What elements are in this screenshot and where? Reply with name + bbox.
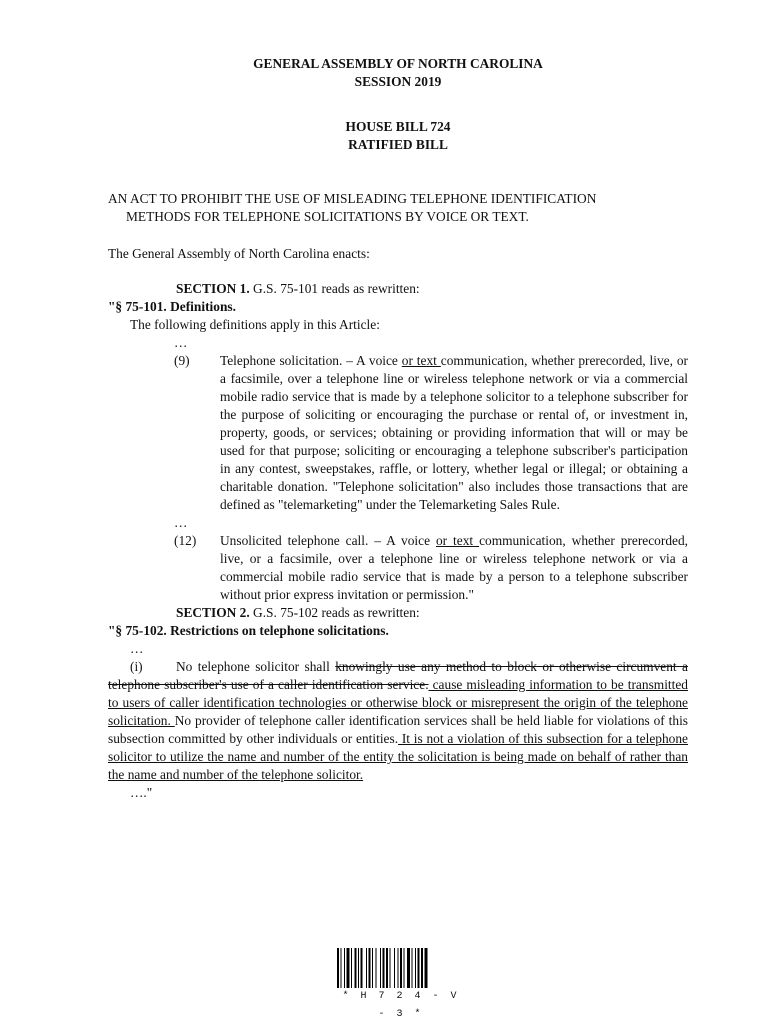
barcode-bar	[412, 948, 413, 988]
section1-label: SECTION 1.	[176, 281, 250, 296]
closing-ellipsis: …."	[130, 785, 153, 800]
item-number: (i)	[130, 659, 143, 674]
section2-text: G.S. 75-102 reads as rewritten:	[253, 605, 420, 620]
ellipsis: …	[174, 515, 188, 530]
ellipsis: …	[174, 335, 188, 350]
item-number: (9)	[174, 353, 190, 368]
inserted-text: cause misleading information to be transmitted to users of caller identification technologies or otherwise block or misrepresent the origin of the telephone solicitation.	[108, 677, 688, 728]
barcode-bar	[421, 948, 423, 988]
barcode-label: * H 7 2 4 - V - 3 *	[336, 988, 466, 1024]
barcode-bar	[400, 948, 402, 988]
barcode-bar	[344, 948, 345, 988]
barcode-bar	[398, 948, 399, 988]
bill-status: RATIFIED BILL	[348, 137, 448, 152]
definition-item-9	[108, 352, 688, 514]
session-title: SESSION 2019	[354, 74, 442, 89]
barcode-bar	[380, 948, 381, 988]
subsection-i: (i) No telephone solicitor shall knowingly use any method to block or otherwise circumvent a telephone subscriber's use of a caller identification service. cause misleading information to be transmitted to users of caller identification technologies or otherwise block or misrepresent the origin of the telephone solicitation. No provider of telephone caller identification services shall be held liable for violations of this subsection committed by other individuals or entities. It is not a violation of this subsection for a telephone solicitor to utilize the name and number of the entity the solicitation is being made on behalf of rather than the name and number of the telephone solicitor.	[108, 659, 689, 782]
barcode-bar	[372, 948, 373, 988]
barcode-bar	[415, 948, 416, 988]
assembly-title: GENERAL ASSEMBLY OF NORTH CAROLINA	[253, 56, 543, 71]
section1-intro: The following definitions apply in this Article:	[130, 317, 380, 332]
barcode-bar	[355, 948, 357, 988]
barcode-bar	[390, 948, 391, 988]
barcode-bar	[337, 948, 339, 988]
barcode-bar	[369, 948, 371, 988]
barcode-bar	[361, 948, 363, 988]
barcode-bar	[366, 948, 367, 988]
barcode-bar	[394, 948, 395, 988]
inserted-text: or text	[435, 533, 480, 548]
barcode-bar	[425, 948, 428, 988]
barcode-bar	[418, 948, 420, 988]
barcode-bar	[341, 948, 342, 988]
barcode-bar	[376, 948, 377, 988]
deleted-text: knowingly use any method to block or otherwise circumvent a telephone subscriber's use of a caller identification service.	[108, 659, 688, 692]
inserted-text: or text	[401, 353, 441, 368]
inserted-text: It is not a violation of this subsection for a telephone solicitor to utilize the name and number of the entity the solicitation is being made on behalf of rather than the name and number of the telephone solicitor.	[108, 731, 688, 782]
bill-header	[108, 118, 688, 154]
act-title	[108, 190, 688, 226]
definition-item-12	[108, 532, 688, 604]
sections-body	[108, 280, 688, 802]
section2-heading: "§ 75-102. Restrictions on telephone solicitations.	[108, 623, 389, 638]
barcode-bar	[383, 948, 385, 988]
section1-text: G.S. 75-101 reads as rewritten:	[253, 281, 420, 296]
item-text: Telephone solicitation. – A voice or text communication, whether prerecorded, live, or a facsimile, over a telephone line or wireless telephone network or via a commercial mobile radio service that is made by a telephone solicitor to a telephone subscriber for the purpose of soliciting or encouraging the purchase or rental of, or investment in, property, goods, or services; obtaining or providing information that will or may be used for that purpose; soliciting or encouraging a telephone subscriber's participation in any contest, sweepstakes, raffle, or lottery, whether legal or illegal; or obtaining a charitable donation. "Telephone solicitation" also includes those transactions that are defined as "telemarketing" under the Telemarketing Sales Rule.	[220, 353, 688, 512]
enacting-clause: The General Assembly of North Carolina enacts:	[108, 246, 370, 261]
act-title-line1: AN ACT TO PROHIBIT THE USE OF MISLEADING TELEPHONE IDENTIFICATION	[108, 191, 597, 206]
barcode-bar	[358, 948, 359, 988]
act-title-line2: METHODS FOR TELEPHONE SOLICITATIONS BY VOICE OR TEXT.	[126, 209, 529, 224]
barcode-bar	[404, 948, 405, 988]
bill-number: HOUSE BILL 724	[345, 119, 451, 134]
item-text: Unsolicited telephone call. – A voice or text communication, whether prerecorded, live, or a facsimile, over a telephone line or wireless telephone network or via a commercial mobile radio service that is made by a person to a telephone subscriber without prior express invitation or permission."	[220, 533, 689, 602]
barcode-bar	[351, 948, 352, 988]
section2-label: SECTION 2.	[176, 605, 250, 620]
barcode-bar	[386, 948, 388, 988]
item-number: (12)	[174, 533, 197, 548]
barcode-bar	[347, 948, 350, 988]
ellipsis: …	[130, 641, 144, 656]
barcode-bar	[407, 948, 410, 988]
header-block	[108, 55, 688, 91]
section1-heading: "§ 75-101. Definitions.	[108, 299, 236, 314]
